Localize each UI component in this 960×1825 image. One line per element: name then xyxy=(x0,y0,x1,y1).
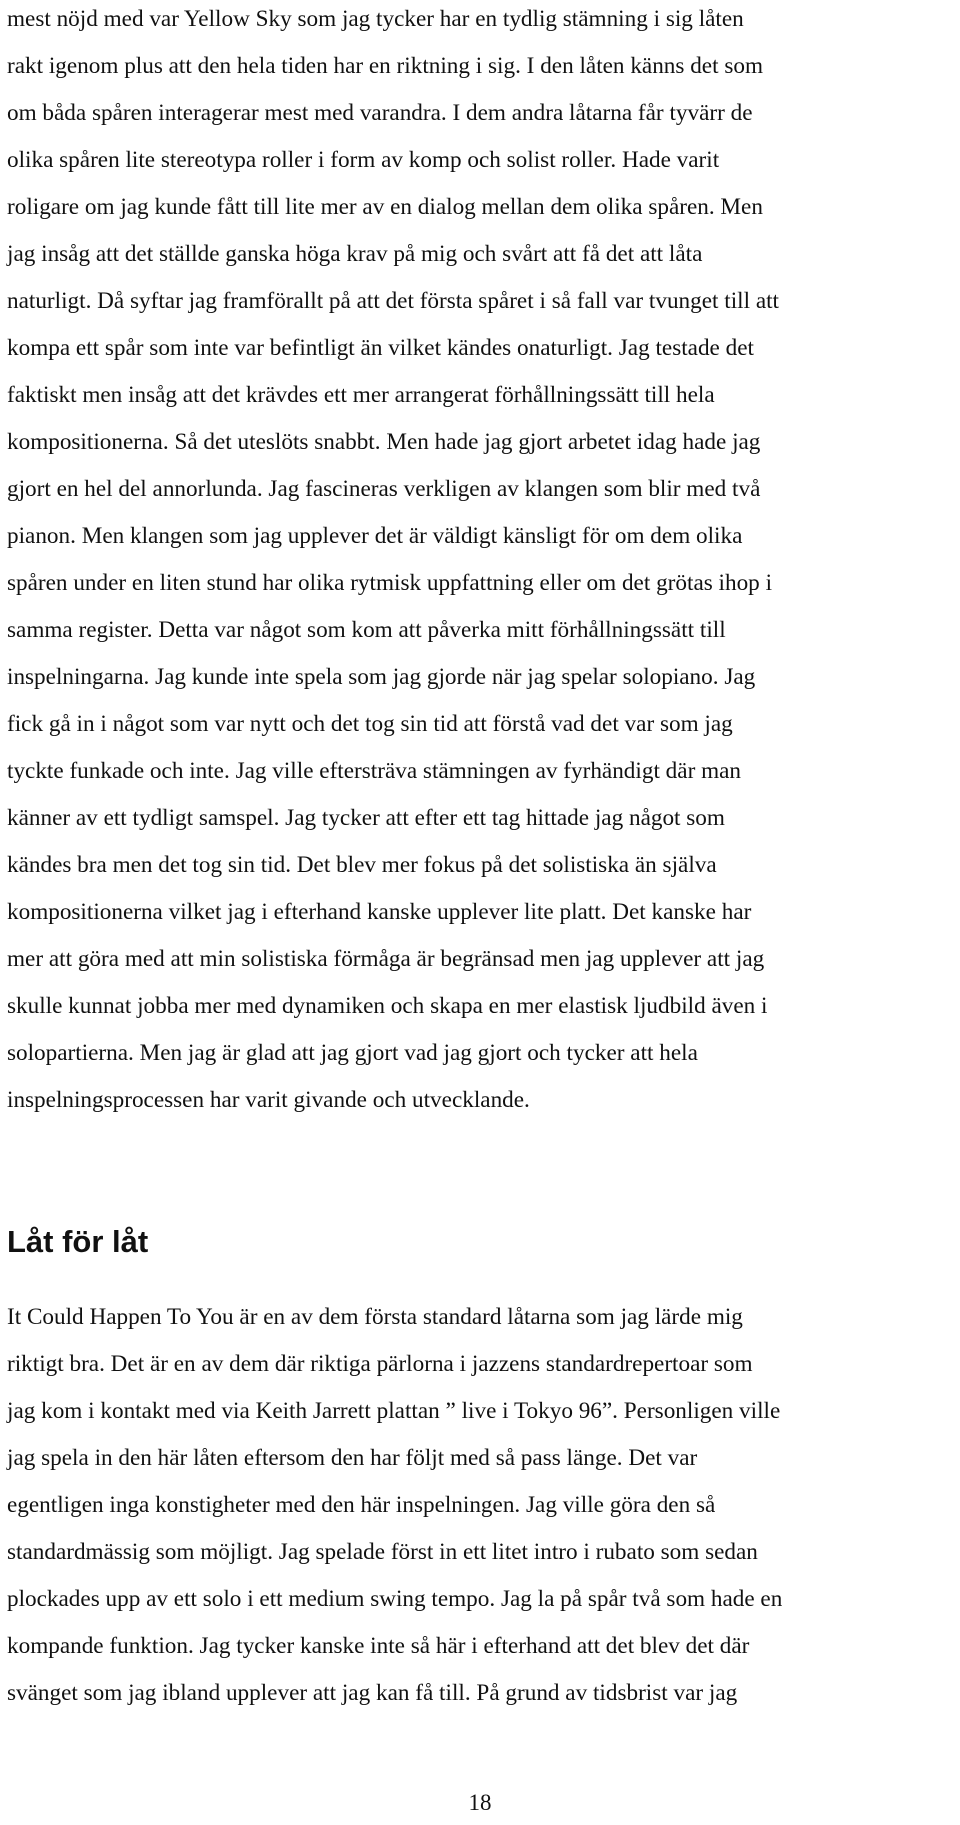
text-line: kändes bra men det tog sin tid. Det blev mer fokus på det solistiska än själva xyxy=(7,852,717,878)
text-line: svänget som jag ibland upplever att jag kan få till. På grund av tidsbrist var jag xyxy=(7,1680,738,1706)
text-line: standardmässig som möjligt. Jag spelade först in ett litet intro i rubato som sedan xyxy=(7,1539,758,1565)
text-line: gjort en hel del annorlunda. Jag fascineras verkligen av klangen som blir med två xyxy=(7,476,761,502)
text-line: jag insåg att det ställde ganska höga krav på mig och svårt att få det att låta xyxy=(7,241,703,267)
text-line: tyckte funkade och inte. Jag ville eftersträva stämningen av fyrhändigt där man xyxy=(7,758,742,784)
text-line: riktigt bra. Det är en av dem där riktiga pärlorna i jazzens standardrepertoar som xyxy=(7,1351,753,1377)
text-line: kompositionerna vilket jag i efterhand kanske upplever lite platt. Det kanske har xyxy=(7,899,752,925)
section-heading: Låt för låt xyxy=(7,1224,149,1259)
text-line: fick gå in i något som var nytt och det tog sin tid att förstå vad det var som jag xyxy=(7,711,733,737)
page-number: 18 xyxy=(468,1790,492,1815)
text-line: roligare om jag kunde fått till lite mer av en dialog mellan dem olika spåren. Men xyxy=(7,194,763,220)
text-line: inspelningsprocessen har varit givande och utvecklande. xyxy=(7,1087,530,1113)
text-line: känner av ett tydligt samspel. Jag tycker att efter ett tag hittade jag något som xyxy=(7,805,725,831)
text-line: om båda spåren interagerar mest med varandra. I dem andra låtarna får tyvärr de xyxy=(7,100,753,126)
text-line: It Could Happen To You är en av dem första standard låtarna som jag lärde mig xyxy=(7,1304,743,1330)
text-line: kompositionerna. Så det uteslöts snabbt. Men hade jag gjort arbetet idag hade jag xyxy=(7,429,761,455)
text-line: kompa ett spår som inte var befintligt än vilket kändes onaturligt. Jag testade det xyxy=(7,335,754,361)
text-line: mest nöjd med var Yellow Sky som jag tycker har en tydlig stämning i sig låten xyxy=(7,6,744,32)
text-line: pianon. Men klangen som jag upplever det är väldigt känsligt för om dem olika xyxy=(7,523,743,549)
text-line: kompande funktion. Jag tycker kanske inte så här i efterhand att det blev det där xyxy=(7,1633,750,1659)
text-line: naturligt. Då syftar jag framförallt på att det första spåret i så fall var tvunget till att xyxy=(7,288,780,314)
text-line: inspelningarna. Jag kunde inte spela som jag gjorde när jag spelar solopiano. Jag xyxy=(7,664,756,690)
text-line: samma register. Detta var något som kom att påverka mitt förhållningssätt till xyxy=(7,617,726,643)
text-line: jag kom i kontakt med via Keith Jarrett plattan ” live i Tokyo 96”. Personligen ville xyxy=(7,1398,781,1424)
text-line: egentligen inga konstigheter med den här inspelningen. Jag ville göra den så xyxy=(7,1492,716,1518)
text-line: skulle kunnat jobba mer med dynamiken och skapa en mer elastisk ljudbild även i xyxy=(7,993,768,1019)
text-line: mer att göra med att min solistiska förmåga är begränsad men jag upplever att jag xyxy=(7,946,765,972)
body-paragraph-1 xyxy=(7,0,955,1124)
body-paragraph-2 xyxy=(7,1294,955,1717)
text-line: olika spåren lite stereotypa roller i form av komp och solist roller. Hade varit xyxy=(7,147,720,173)
text-line: rakt igenom plus att den hela tiden har en riktning i sig. I den låten känns det som xyxy=(7,53,763,79)
text-line: jag spela in den här låten eftersom den har följt med så pass länge. Det var xyxy=(7,1445,698,1471)
text-line: plockades upp av ett solo i ett medium swing tempo. Jag la på spår två som hade en xyxy=(7,1586,783,1612)
text-line: spåren under en liten stund har olika rytmisk uppfattning eller om det grötas ihop i xyxy=(7,570,773,596)
text-line: solopartierna. Men jag är glad att jag gjort vad jag gjort och tycker att hela xyxy=(7,1040,698,1066)
text-line: faktiskt men insåg att det krävdes ett mer arrangerat förhållningssätt till hela xyxy=(7,382,715,408)
